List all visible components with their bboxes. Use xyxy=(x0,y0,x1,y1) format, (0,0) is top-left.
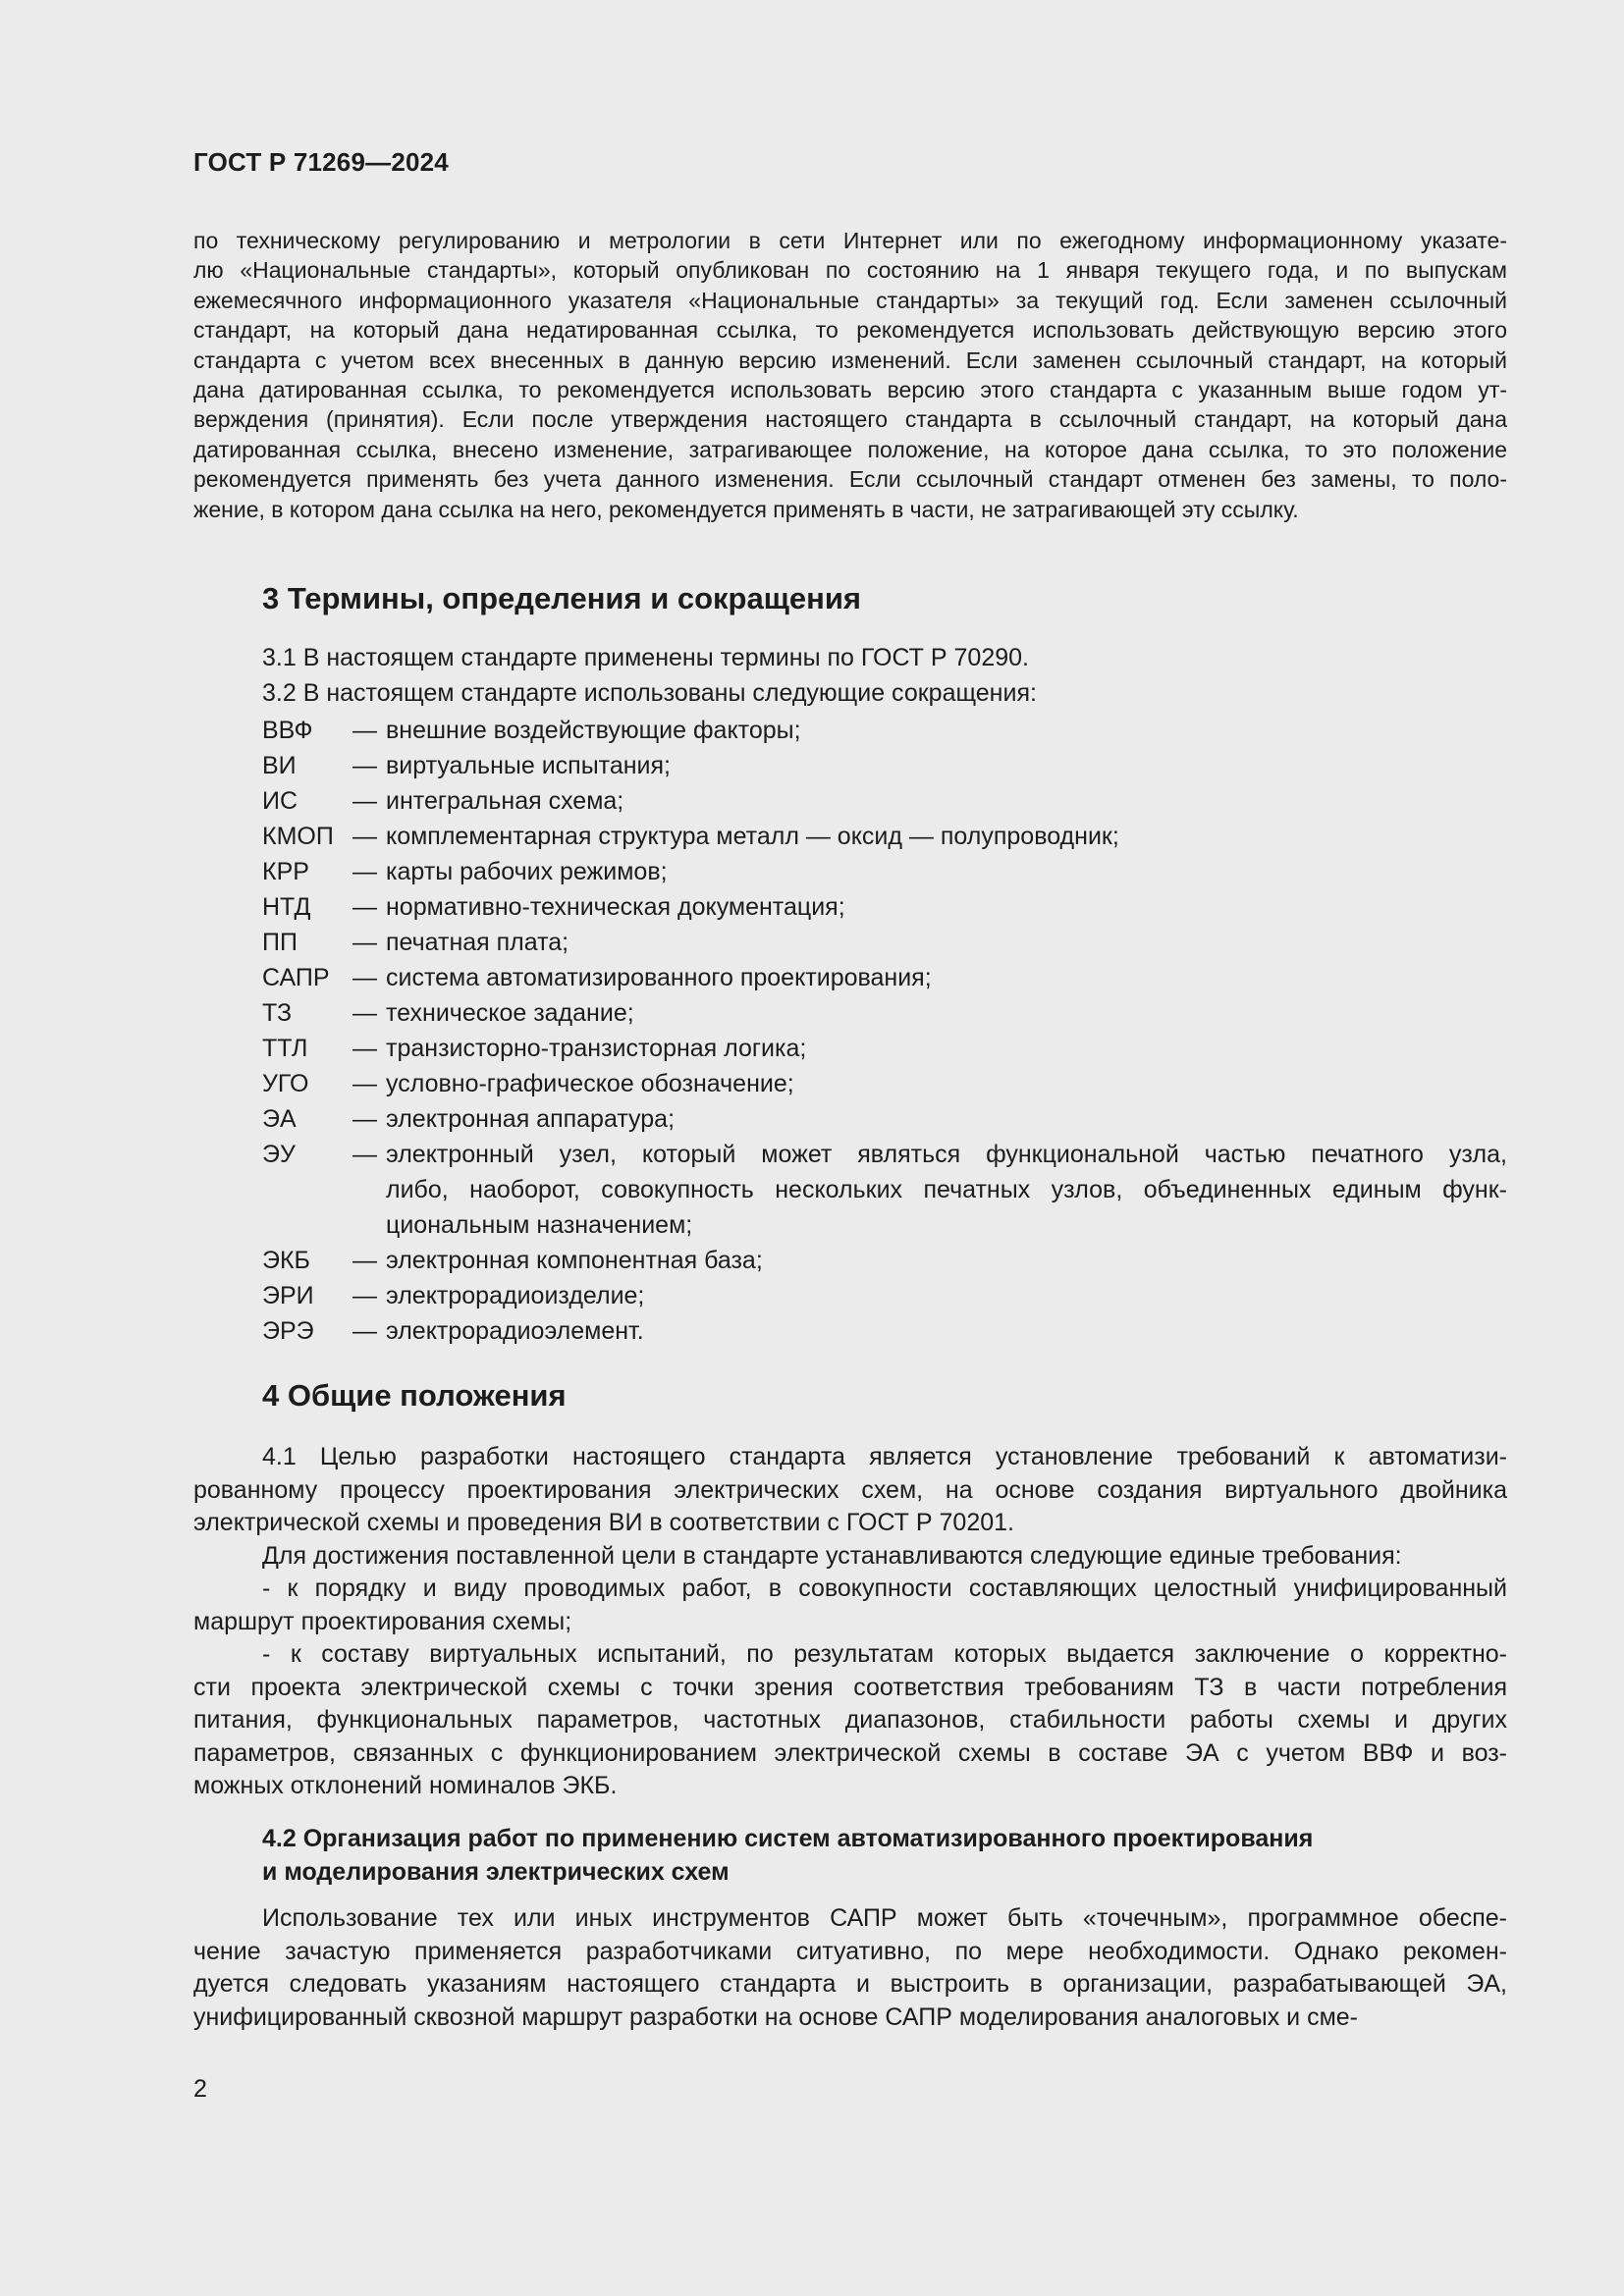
abbreviation-key: ЭУ xyxy=(262,1141,296,1168)
abbreviation-dash: — xyxy=(352,1141,377,1168)
text-line: маршрут проектирования схемы; xyxy=(193,1607,572,1635)
abbreviation-row xyxy=(262,960,1507,995)
abbreviation-dash: — xyxy=(352,1035,377,1062)
abbreviation-definition xyxy=(386,1313,1507,1349)
abbreviation-dash: — xyxy=(352,893,377,921)
intro-line: дана датированная ссылка, то рекомендуется использовать версию этого стандарта с указанным выше годом ут- xyxy=(193,377,1507,403)
abbreviation-key: ТТЛ xyxy=(262,1035,308,1062)
definition-line: виртуальные испытания; xyxy=(386,752,671,779)
paragraph-4-1 xyxy=(193,1441,1507,1540)
abbreviation-row xyxy=(262,1313,1507,1349)
abbreviation-definition xyxy=(386,819,1507,854)
abbreviation-definition xyxy=(386,1278,1507,1313)
definition-line: электронная аппаратура; xyxy=(386,1105,676,1133)
abbreviation-dash: — xyxy=(352,1247,377,1274)
abbreviation-row xyxy=(262,995,1507,1031)
text-line: электрической схемы и проведения ВИ в соответствии с ГОСТ Р 70201. xyxy=(193,1509,1014,1536)
section-3-title: 3 Термины, определения и сокращения xyxy=(262,581,861,615)
abbreviation-dash: — xyxy=(352,858,377,885)
abbreviation-key: ЭРИ xyxy=(262,1282,314,1309)
abbreviation-dash: — xyxy=(352,999,377,1027)
intro-line: лю «Национальные стандарты», который опубликован по состоянию на 1 января текущего года, и по выпускам xyxy=(193,257,1507,284)
definition-line: система автоматизированного проектирования; xyxy=(386,964,932,991)
abbreviation-row xyxy=(262,1031,1507,1066)
abbreviation-row xyxy=(262,819,1507,854)
abbreviation-dash: — xyxy=(352,717,377,744)
paragraph-goal xyxy=(193,1540,1507,1574)
definition-line: нормативно-техническая документация; xyxy=(386,893,845,921)
intro-paragraph xyxy=(193,226,1507,524)
definition-line: либо, наоборот, совокупность нескольких печатных узлов, объединенных единым функ- xyxy=(386,1176,1507,1203)
text-line: чение зачастую применяется разработчиками ситуативно, по мере необходимости. Однако рекомен- xyxy=(193,1937,1507,1965)
subsection-4-2-title xyxy=(262,1822,1313,1889)
text-line: можных отклонений номиналов ЭКБ. xyxy=(193,1772,618,1799)
section-3-paragraphs xyxy=(193,640,1507,711)
abbreviation-dash: — xyxy=(352,929,377,956)
definition-line: электрорадиоизделие; xyxy=(386,1282,645,1309)
intro-line: стандарт, на который дана недатированная ссылка, то рекомендуется использовать действующую версию этого xyxy=(193,317,1507,344)
definition-line: электронный узел, который может являться функциональной частью печатного узла, xyxy=(386,1141,1507,1168)
abbreviation-key: ВВФ xyxy=(262,717,313,744)
abbreviation-dash: — xyxy=(352,1282,377,1309)
abbreviation-key: ЭА xyxy=(262,1105,297,1133)
abbreviation-definition xyxy=(386,783,1507,819)
abbreviation-dash: — xyxy=(352,823,377,850)
abbreviation-row xyxy=(262,1101,1507,1137)
abbreviation-list xyxy=(262,713,1507,1349)
abbreviation-definition xyxy=(386,1243,1507,1278)
subsection-title-line: и моделирования электрических схем xyxy=(262,1858,730,1886)
abbreviation-row xyxy=(262,748,1507,783)
text-line: Использование тех или иных инструментов САПР может быть «точечным», программное обеспе- xyxy=(262,1904,1507,1932)
intro-line: датированная ссылка, внесено изменение, затрагивающее положение, на которое дана ссылка, то это положение xyxy=(193,436,1507,462)
definition-line: комплементарная структура металл — оксид — полупроводник; xyxy=(386,823,1119,850)
paragraph-4-2 xyxy=(193,1902,1507,2034)
abbreviation-row xyxy=(262,854,1507,889)
abbreviation-key: КРР xyxy=(262,858,309,885)
abbreviation-key: ЭРЭ xyxy=(262,1317,314,1345)
intro-line: ежемесячного информационного указателя «Национальные стандарты» за текущий год. Если заменен ссылочный xyxy=(193,287,1507,313)
abbreviation-key: ПП xyxy=(262,929,298,956)
abbreviation-definition xyxy=(386,1137,1507,1243)
definition-line: электрорадиоэлемент. xyxy=(386,1317,644,1345)
intro-line: верждения (принятия). Если после утверждения настоящего стандарта в ссылочный стандарт, на который дана xyxy=(193,406,1507,433)
abbreviation-row xyxy=(262,783,1507,819)
abbreviation-row xyxy=(262,1243,1507,1278)
text-line: 4.1 Целью разработки настоящего стандарта является установление требований к автоматизи- xyxy=(262,1443,1507,1470)
intro-line: по техническому регулированию и метрологии в сети Интернет или по ежегодному информационному указате- xyxy=(193,228,1507,253)
abbreviation-definition xyxy=(386,1101,1507,1137)
abbreviation-row xyxy=(262,1278,1507,1313)
abbreviation-key: САПР xyxy=(262,964,330,991)
abbreviation-dash: — xyxy=(352,787,377,815)
text-line: - к порядку и виду проводимых работ, в совокупности составляющих целостный унифицированный xyxy=(262,1575,1507,1602)
requirement-item-1 xyxy=(193,1573,1507,1638)
abbreviation-key: ВИ xyxy=(262,752,297,779)
text-line: дуется следовать указаниям настоящего стандарта и выстроить в организации, разрабатывающей ЭА, xyxy=(193,1970,1507,1998)
abbreviation-definition xyxy=(386,854,1507,889)
abbreviation-key: ЭКБ xyxy=(262,1247,310,1274)
document-header: ГОСТ Р 71269—2024 xyxy=(193,147,449,177)
text-line: унифицированный сквозной маршрут разработки на основе САПР моделирования аналоговых и сме- xyxy=(193,2002,1358,2031)
definition-line: транзисторно-транзисторная логика; xyxy=(386,1035,807,1062)
text-line: рованному процессу проектирования электрических схем, на основе создания виртуального двойника xyxy=(193,1475,1507,1504)
abbreviation-definition xyxy=(386,748,1507,783)
definition-line: электронная компонентная база; xyxy=(386,1247,763,1274)
abbreviation-key: ИС xyxy=(262,787,298,815)
intro-line: жение, в котором дана ссылка на него, рекомендуется применять в части, не затрагивающей эту ссылку. xyxy=(193,496,1299,522)
page-number: 2 xyxy=(193,2075,207,2103)
abbreviation-definition xyxy=(386,713,1507,748)
text-line: - к составу виртуальных испытаний, по результатам которых выдается заключение о корректно- xyxy=(262,1640,1507,1668)
abbreviation-definition xyxy=(386,1066,1507,1101)
section-4 xyxy=(193,1378,1507,1414)
subsection-title-line: 4.2 Организация работ по применению систем автоматизированного проектирования xyxy=(262,1825,1314,1852)
text-line: сти проекта электрической схемы с точки зрения соответствия требованиям ТЗ в части потребления xyxy=(193,1673,1507,1701)
text-line: Для достижения поставленной цели в стандарте устанавливаются следующие единые требования: xyxy=(262,1542,1402,1570)
abbreviation-dash: — xyxy=(352,1105,377,1133)
abbreviation-row xyxy=(262,1137,1507,1243)
definition-line: внешние воздействующие факторы; xyxy=(386,717,801,744)
paragraph-3-2: 3.2 В настоящем стандарте использованы следующие сокращения: xyxy=(262,679,1037,707)
paragraph-3-1: 3.1 В настоящем стандарте применены термины по ГОСТ Р 70290. xyxy=(262,644,1029,671)
text-line: питания, функциональных параметров, частотных диапазонов, стабильности работы схемы и других xyxy=(193,1706,1507,1734)
section-3 xyxy=(193,581,1507,616)
abbreviation-definition xyxy=(386,1031,1507,1066)
abbreviation-dash: — xyxy=(352,1070,377,1097)
abbreviation-definition xyxy=(386,995,1507,1031)
section-4-title: 4 Общие положения xyxy=(262,1378,567,1413)
text-line: параметров, связанных с функционированием электрической схемы в составе ЭА с учетом ВВФ и воз- xyxy=(193,1738,1507,1767)
intro-line: рекомендуется применять без учета данного изменения. Если ссылочный стандарт отменен без замены, то поло- xyxy=(193,466,1507,493)
definition-line: техническое задание; xyxy=(386,999,634,1027)
abbreviation-row xyxy=(262,925,1507,960)
abbreviation-row xyxy=(262,889,1507,925)
definition-line: печатная плата; xyxy=(386,929,569,956)
definition-line: условно-графическое обозначение; xyxy=(386,1070,794,1097)
abbreviation-dash: — xyxy=(352,752,377,779)
abbreviation-key: ТЗ xyxy=(262,999,293,1027)
definition-line: интегральная схема; xyxy=(386,787,624,815)
abbreviation-dash: — xyxy=(352,964,377,991)
abbreviation-definition xyxy=(386,925,1507,960)
requirement-item-2 xyxy=(193,1638,1507,1803)
abbreviation-row xyxy=(262,1066,1507,1101)
abbreviation-definition xyxy=(386,960,1507,995)
definition-line: карты рабочих режимов; xyxy=(386,858,668,885)
abbreviation-key: НТД xyxy=(262,893,311,921)
abbreviation-row xyxy=(262,713,1507,748)
intro-line: стандарта с учетом всех внесенных в данную версию изменений. Если заменен ссылочный стандарт, на который xyxy=(193,347,1507,373)
abbreviation-key: УГО xyxy=(262,1070,309,1097)
abbreviation-key: КМОП xyxy=(262,823,334,850)
definition-line: циональным назначением; xyxy=(386,1211,693,1239)
abbreviation-definition xyxy=(386,889,1507,925)
abbreviation-dash: — xyxy=(352,1317,377,1345)
